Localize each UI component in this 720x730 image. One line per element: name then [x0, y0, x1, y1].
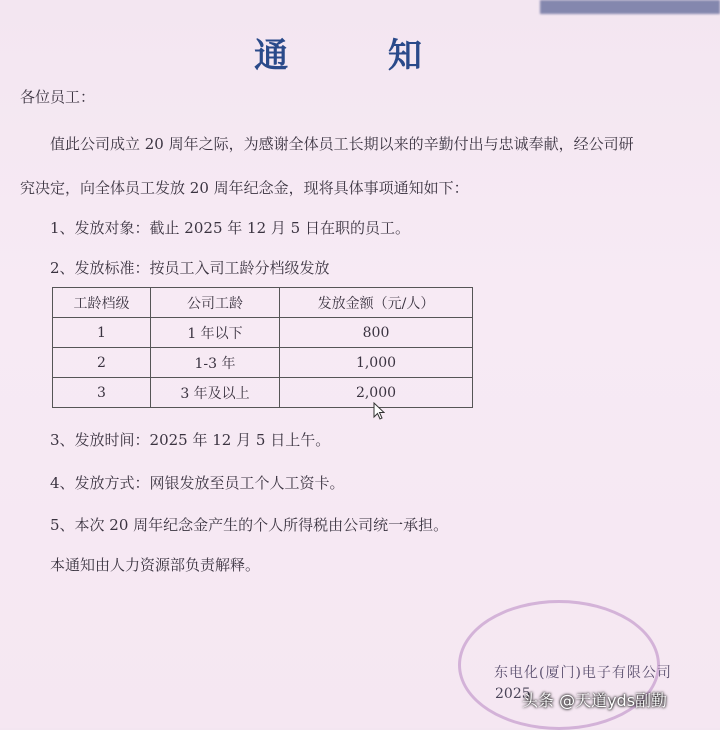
table-header: 公司工龄 — [151, 288, 280, 318]
table-header: 发放金额（元/人） — [280, 288, 473, 318]
table-row — [53, 378, 473, 408]
intro-line-2: 究决定，向全体员工发放 20 周年纪念金，现将具体事项通知如下： — [20, 179, 469, 197]
table-cell: 3 — [53, 378, 151, 408]
company-name: 东电化(厦门)电子有限公司 — [494, 665, 672, 681]
table-header: 工龄档级 — [53, 288, 151, 318]
table-row — [53, 318, 473, 348]
table-cell: 1-3 年 — [151, 348, 280, 378]
item-5: 5、本次 20 周年纪念金产生的个人所得税由公司统一承担。 — [50, 516, 449, 534]
table-cell: 3 年及以上 — [151, 378, 280, 408]
closing-note: 本通知由人力资源部负责解释。 — [50, 556, 261, 574]
allowance-table — [52, 287, 473, 408]
table-header-row — [53, 288, 473, 318]
top-edge-band — [540, 0, 720, 14]
mouse-cursor-icon — [373, 402, 385, 420]
item-1: 1、发放对象：截止 2025 年 12 月 5 日在职的员工。 — [50, 219, 410, 237]
table-cell: 800 — [280, 318, 473, 348]
salutation: 各位员工： — [20, 88, 96, 106]
table-cell: 1 年以下 — [151, 318, 280, 348]
item-3: 3、发放时间：2025 年 12 月 5 日上午。 — [50, 431, 331, 449]
table-cell: 1 — [53, 318, 151, 348]
notice-title: 通 知 — [254, 36, 466, 76]
table-cell: 2 — [53, 348, 151, 378]
intro-line-1: 值此公司成立 20 周年之际，为感谢全体员工长期以来的辛勤付出与忠诚奉献，经公司研 — [50, 135, 634, 153]
table-cell: 2,000 — [280, 378, 473, 408]
item-4: 4、发放方式：网银发放至员工个人工资卡。 — [50, 474, 345, 492]
table-cell: 1,000 — [280, 348, 473, 378]
item-2: 2、发放标准：按员工入司工龄分档级发放 — [50, 259, 330, 277]
table-row — [53, 348, 473, 378]
issue-date: 2025 — [495, 686, 531, 702]
watermark-text: 头条 @天道yds副勤 — [522, 691, 668, 710]
